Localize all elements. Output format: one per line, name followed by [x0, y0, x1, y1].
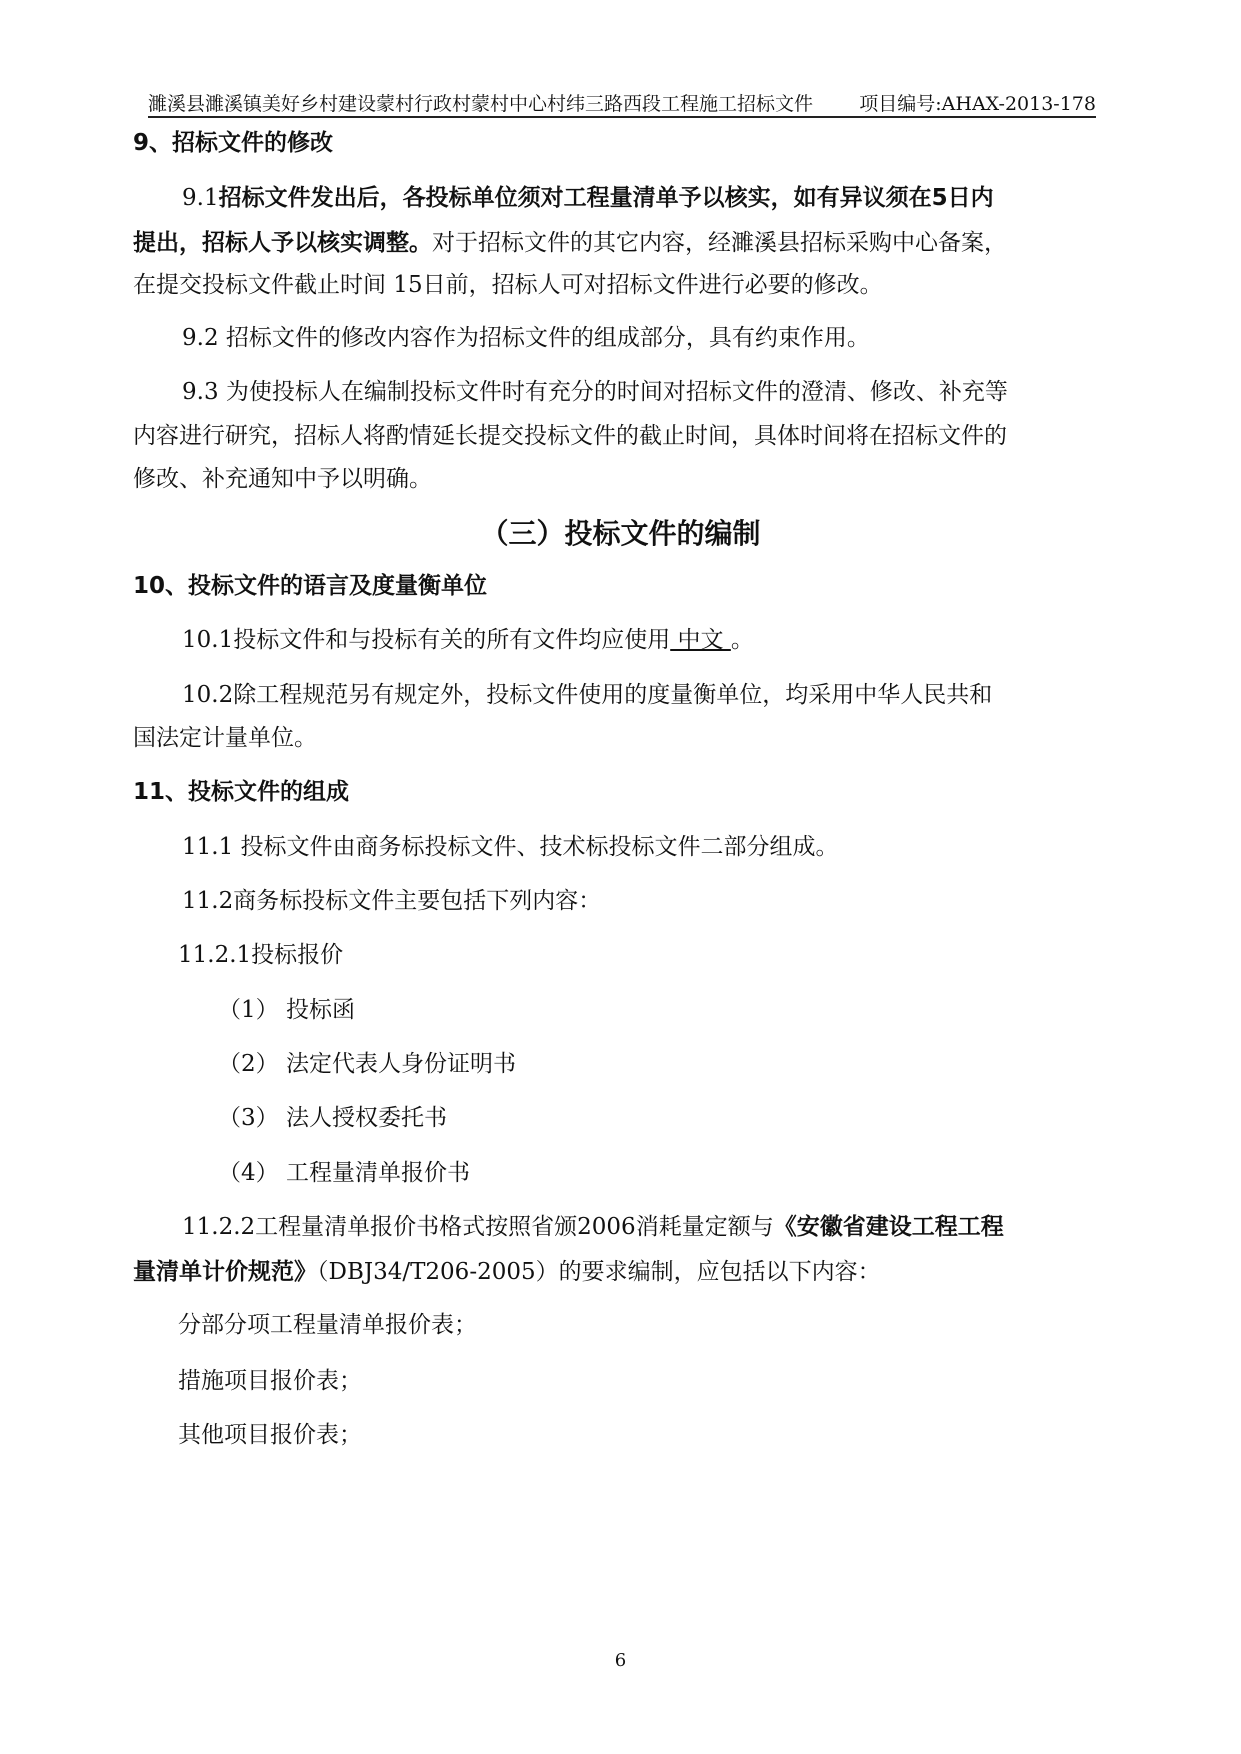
section-11-heading: 11、投标文件的组成 — [133, 779, 350, 805]
list-item: （2） 法定代表人身份证明书 — [218, 1051, 516, 1077]
paragraph-9-3-line-1: 9.3 为使投标人在编制投标文件时有充分的时间对招标文件的澄清、修改、补充等 — [182, 379, 1008, 405]
paragraph-9-1-rest: 对于招标文件的其它内容，经濉溪县招标采购中心备案， — [432, 230, 1007, 256]
standard-name-part-b: 量清单计价规范》 — [133, 1259, 317, 1285]
paragraph-9-1-line-2 — [133, 228, 1007, 258]
paragraph-11-2-2-line-2 — [133, 1257, 881, 1287]
header-title: 濉溪县濉溪镇美好乡村建设蒙村行政村蒙村中心村纬三路西段工程施工招标文件 — [148, 93, 814, 115]
page-number: 6 — [614, 1650, 627, 1671]
paragraph-9-3-line-3: 修改、补充通知中予以明确。 — [133, 466, 432, 492]
paragraph-9-1-line-1 — [182, 183, 994, 213]
list-item: （3） 法人授权委托书 — [218, 1105, 447, 1131]
list-item: （4） 工程量清单报价书 — [218, 1160, 470, 1186]
list-item: 其他项目报价表； — [178, 1422, 362, 1448]
standard-name-part-a: 《安徽省建设工程工程 — [773, 1214, 1004, 1240]
paragraph-9-2: 9.2 招标文件的修改内容作为招标文件的组成部分，具有约束作用。 — [182, 325, 870, 351]
language-value: 中文 — [670, 627, 731, 653]
paragraph-10-1-end: 。 — [730, 627, 754, 653]
list-item: 分部分项工程量清单报价表； — [178, 1312, 477, 1338]
paragraph-10-1-text: 10.1投标文件和与投标有关的所有文件均应使用 — [182, 627, 671, 653]
page-header — [148, 86, 1096, 118]
section-10-heading: 10、投标文件的语言及度量衡单位 — [133, 573, 488, 599]
paragraph-9-3-line-2: 内容进行研究，招标人将酌情延长提交投标文件的截止时间，具体时间将在招标文件的 — [133, 423, 1007, 449]
paragraph-11-2-2-rest: （DBJ34/T206-2005）的要求编制，应包括以下内容： — [317, 1259, 881, 1285]
paragraph-9-1-number: 9.1 — [182, 185, 219, 211]
section-3-title: （三）投标文件的编制 — [480, 517, 761, 550]
paragraph-11-2-2-line-1 — [182, 1212, 1004, 1242]
paragraph-11-2-2-text: 11.2.2工程量清单报价书格式按照省颁2006消耗量定额与 — [182, 1214, 774, 1240]
header-project-number: 项目编号:AHAX-2013-178 — [859, 93, 1096, 115]
list-item: 措施项目报价表； — [178, 1368, 362, 1394]
paragraph-9-1-bold-b: 提出，招标人予以核实调整。 — [133, 230, 432, 256]
paragraph-11-1: 11.1 投标文件由商务标投标文件、技术标投标文件二部分组成。 — [182, 834, 839, 860]
section-9-heading: 9、招标文件的修改 — [133, 130, 334, 156]
paragraph-11-2: 11.2商务标投标文件主要包括下列内容： — [182, 888, 602, 914]
paragraph-11-2-1: 11.2.1投标报价 — [178, 942, 344, 968]
paragraph-10-1 — [182, 625, 754, 655]
paragraph-9-1-bold-a: 招标文件发出后，各投标单位须对工程量清单予以核实，如有异议须在5日内 — [218, 185, 994, 211]
paragraph-10-2-line-2: 国法定计量单位。 — [133, 725, 317, 751]
list-item: （1） 投标函 — [218, 997, 355, 1023]
paragraph-9-1-line-3: 在提交投标文件截止时间 15日前，招标人可对招标文件进行必要的修改。 — [133, 272, 883, 298]
paragraph-10-2-line-1: 10.2除工程规范另有规定外，投标文件使用的度量衡单位，均采用中华人民共和 — [182, 682, 993, 708]
